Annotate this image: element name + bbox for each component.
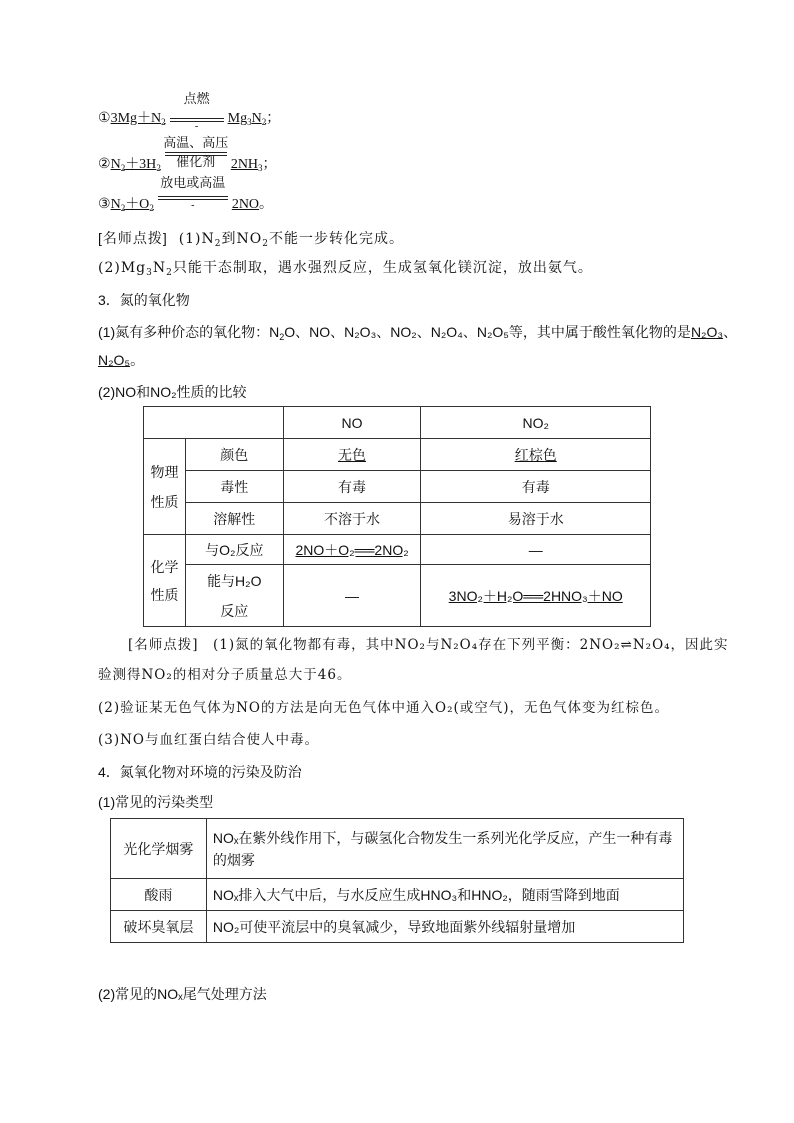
group-chemical: 化学 性质 [144, 535, 186, 627]
reaction-1-prefix: ① [98, 111, 111, 127]
table-row: 破坏臭氧层 NO₂可使平流层中的臭氧减少，导致地面紫外线辐射量增加 [111, 911, 684, 943]
group-physical: 物理 性质 [144, 439, 186, 535]
reaction-1-lhs: $3Mg+N_2$ [110, 111, 166, 128]
reaction-1: $①3Mg+N_2$ 点燃 - $Mg_3N_2$； [98, 91, 281, 132]
tip-1-line-2: $(2)Mg_3N_2$只能干态制取，遇水强烈反应，生成氢氧化镁沉淀，放出氨气。 [98, 260, 593, 278]
table-header-row [144, 407, 651, 439]
section-3-para-1-cont: N₂O₅。 [98, 352, 145, 368]
section-4-para-1: (1)常见的污染类型 [98, 794, 214, 810]
reaction-3-condition: 放电或高温 - [156, 192, 230, 218]
reaction-1-rhs: $Mg_3N_2$ [227, 111, 267, 128]
pollution-types-table [110, 818, 684, 943]
reaction-3-rhs: 2NO [231, 197, 260, 213]
header-no2: NO₂ [421, 407, 651, 439]
tip-2-line-2: 验测得NO₂的相对分子质量总大于46。 [98, 667, 352, 683]
reaction-2: $②N_2+3H_2$ 高温、高压 催化剂 $2NH_3$； [98, 152, 277, 178]
table-row: 光化学烟雾 NOₓ在紫外线作用下，与碳氢化合物发生一系列光化学反应，产生一种有毒的烟雾 [111, 819, 684, 879]
table-row: 酸雨 NOₓ排入大气中后，与水反应生成HNO₃和HNO₂，随雨雪降到地面 [111, 879, 684, 911]
tip-tag: [名师点拨] [98, 230, 168, 246]
tip-1-line-1: [名师点拨] $(1)N_2$到$NO_2$不能一步转化完成。 [98, 230, 404, 249]
reaction-1-condition: 点燃 - [168, 106, 226, 132]
table-row: 化学 性质 与O₂反应 2NO＋O₂══2NO₂ — [144, 535, 651, 565]
table-row: 溶解性 不溶于水 易溶于水 [144, 503, 651, 535]
reaction-2-rhs: $2NH_3$ [230, 157, 263, 174]
header-no: NO [283, 407, 421, 439]
table-row: 能与H₂O 反应 — 3NO₂＋H₂O══2HNO₃＋NO [144, 565, 651, 627]
table-row: 物理 性质 颜色 无色 红棕色 [144, 439, 651, 471]
no-no2-comparison-table [143, 406, 651, 627]
section-4-title: 4．氮氧化物对环境的污染及防治 [98, 764, 302, 780]
section-3-para-2: (2)NO和NO₂性质的比较 [98, 384, 247, 400]
tip-2-line-1: [名师点拨] (1)氮的氧化物都有毒，其中NO₂与N₂O₄存在下列平衡：2NO₂⇌N₂O₄，因此实 [128, 637, 729, 653]
reaction-2-condition: 高温、高压 催化剂 [163, 135, 229, 169]
section-3-title: 3．氮的氧化物 [98, 292, 190, 308]
table-row: 毒性 有毒 有毒 [144, 471, 651, 503]
reaction-2-lhs: $N_2+3H_2$ [110, 157, 161, 174]
tip-2-line-4: (3)NO与血红蛋白结合使人中毒。 [98, 732, 320, 748]
reaction-3-lhs: $N_2+O_2$ [110, 197, 154, 214]
reaction-3: $③N_2+O_2$ 放电或高温 - 2NO。 [98, 192, 273, 218]
section-3-para-1: (1)氮有多种价态的氧化物：$N_2O$、NO、N₂O₃、NO₂、N₂O₄、N₂O₅等，其中属于酸性氧化物的是N₂O₃、 [98, 324, 738, 342]
tip-2-line-3: (2)验证某无色气体为NO的方法是向无色气体中通入O₂(或空气)，无色气体变为红棕色。 [98, 700, 670, 716]
section-4-para-2: (2)常见的NOₓ尾气处理方法 [98, 986, 267, 1002]
